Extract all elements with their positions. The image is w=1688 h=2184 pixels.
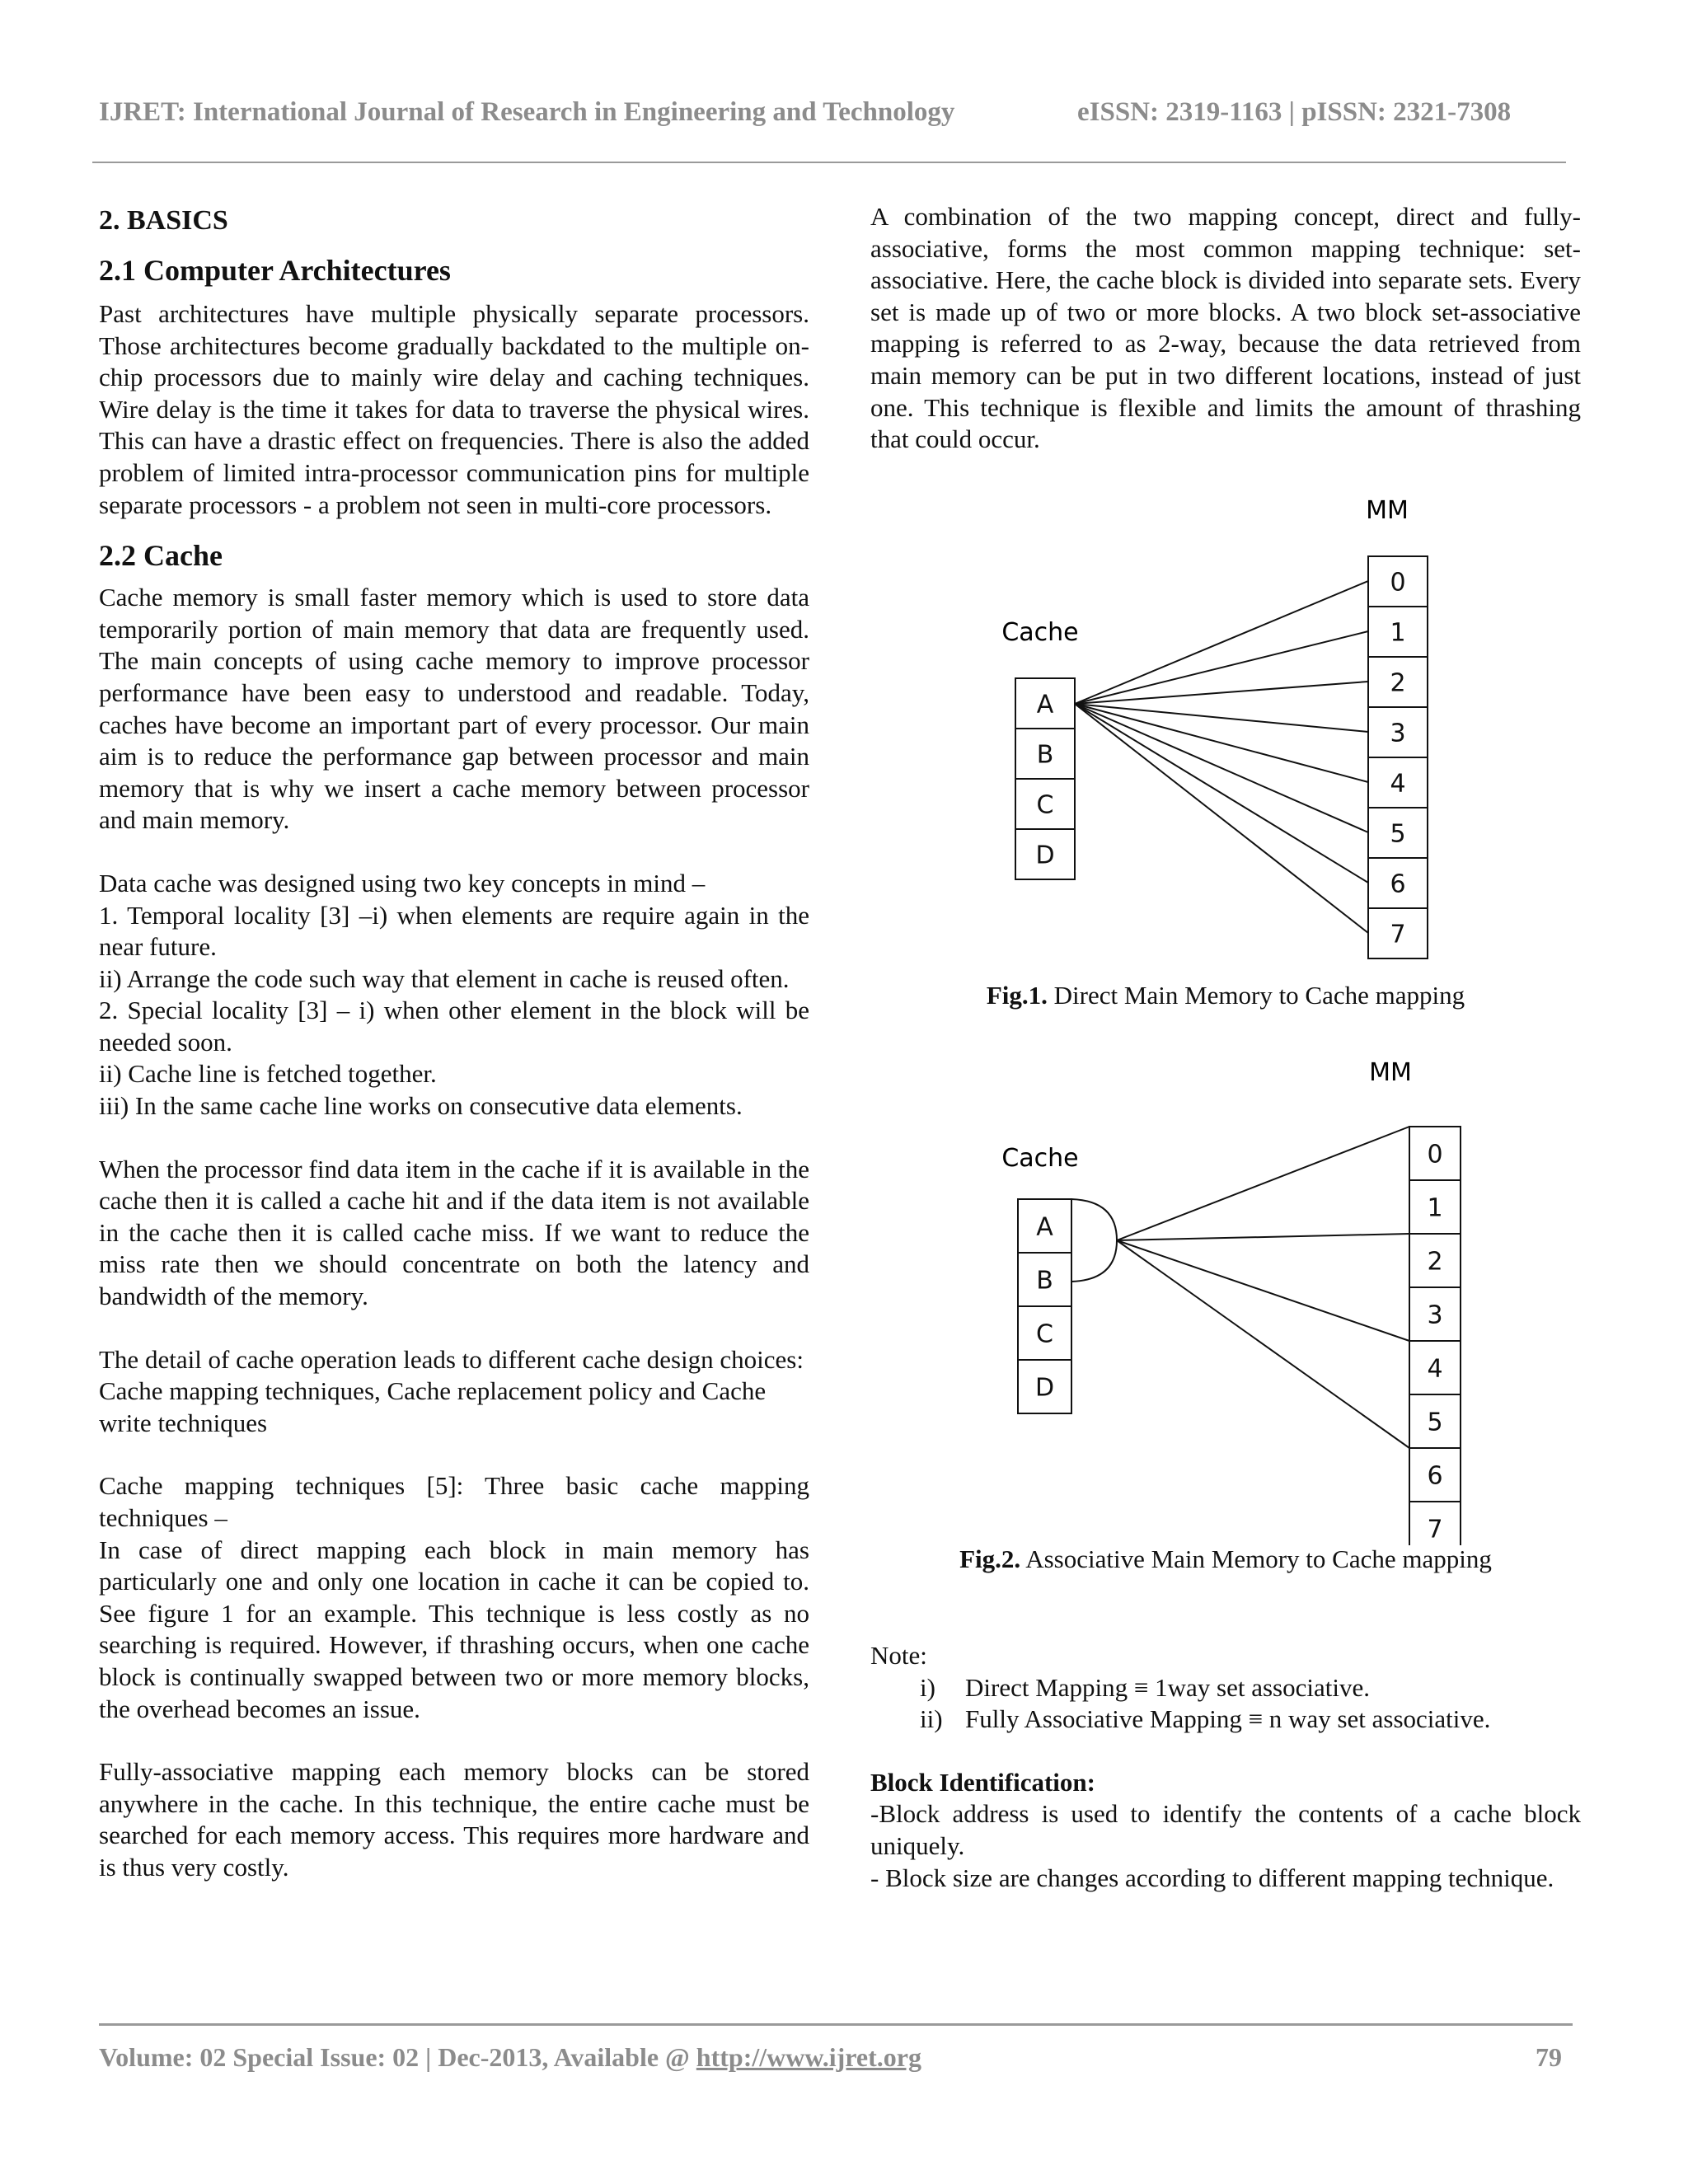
fig1-cache-column <box>1015 678 1075 879</box>
fig2-cache-block-A <box>1018 1199 1071 1253</box>
fig1-mm-block-3 <box>1368 707 1428 757</box>
fig2-line-to-6 <box>1117 1240 1409 1448</box>
paragraph-special-locality-iii: iii) In the same cache line works on consecutive data elements. <box>99 1091 743 1121</box>
fig2-line-to-0 <box>1117 1127 1409 1240</box>
paragraph-architectures: Past architectures have multiple physically separate processors. Those architectures become gradually backdated to the multiple on-chip processors due to mainly wire delay and caching techniques. Wire delay is the time it takes for data to traverse the physical wires. This can have a drastic effect on frequencies. There is also the added problem of limited intra-processor communication pins for multiple separate processors - a problem not seen in multi-core processors. <box>99 299 809 519</box>
notes-block <box>870 1640 1581 1894</box>
fig2-mm-block-0 <box>1409 1127 1461 1180</box>
svg-text:4: 4 <box>1427 1354 1443 1384</box>
note-label: Note: <box>870 1641 927 1670</box>
fig1-cache-block-A <box>1015 678 1075 729</box>
fig2-mm-label: MM <box>1369 1058 1412 1087</box>
fig1-line-to-6 <box>1075 704 1368 883</box>
fig1-mm-block-2 <box>1368 657 1428 707</box>
svg-text:C: C <box>1036 1319 1053 1349</box>
paragraph-cache: Cache memory is small faster memory which is used to store data temporarily portion of main memory that data are frequently used. The main concepts of using cache memory to improve processor performance have been easy to understood and readable. Today, caches have become an important part of every processor. Our main aim is to reduce the performance gap between processor and main memory that is why we insert a cache memory between processor and main memory. <box>99 583 809 835</box>
svg-text:7: 7 <box>1390 920 1406 949</box>
header-rule <box>92 162 1566 163</box>
fig1-mm-block-1 <box>1368 607 1428 657</box>
footer-link[interactable]: http://www.ijret.org <box>696 2042 921 2072</box>
fig1-cache-label: Cache <box>1001 618 1079 647</box>
fig1-cache-block-C <box>1015 779 1075 829</box>
svg-text:1: 1 <box>1390 618 1406 648</box>
footer-volume: Volume: 02 Special Issue: 02 | Dec-2013, Available @ <box>99 2042 696 2072</box>
svg-text:0: 0 <box>1427 1140 1443 1169</box>
svg-text:3: 3 <box>1390 719 1406 748</box>
fig1-cache-block-B <box>1015 729 1075 779</box>
fig2-mm-block-6 <box>1409 1448 1461 1502</box>
fig2-mm-block-1 <box>1409 1180 1461 1234</box>
paragraph-cache-hit: When the processor find data item in the cache if it is available in the cache then it is called a cache hit and if the data item is not available in the cache then it is called cache miss. If we want to reduce the miss rate then we should concentrate on both the latency and bandwidth of the memory. <box>99 1154 809 1311</box>
paragraph-set-associative: A combination of the two mapping concept, direct and fully-associative, forms the most common mapping technique: set-associative. Here, the cache block is divided into separate sets. Every set is made up of two or more blocks. A two block set-associative mapping is referred to as 2-way, because the data retrieved from main memory can be put in two different locations, instead of just one. This technique is flexible and limits the amount of thrashing that could occur. <box>870 202 1581 454</box>
fig1-mm-block-4 <box>1368 757 1428 808</box>
fig1-mm-label: MM <box>1366 496 1409 525</box>
right-column <box>870 201 1581 456</box>
svg-text:A: A <box>1036 690 1054 719</box>
svg-text:2: 2 <box>1427 1247 1443 1277</box>
figure-2-diagram <box>973 1051 1467 1545</box>
fig1-mm-block-7 <box>1368 908 1428 958</box>
left-column <box>99 204 809 1884</box>
fig2-mm-column <box>1409 1127 1461 1545</box>
page-number: 79 <box>1536 2042 1562 2072</box>
paragraph-temporal-locality: 1. Temporal locality [3] –i) when elements are require again in the near future. <box>99 900 809 962</box>
fig2-caption-text: Associative Main Memory to Cache mapping <box>1020 1544 1492 1573</box>
fig1-mm-block-6 <box>1368 858 1428 908</box>
fig2-cache-label: Cache <box>1001 1144 1079 1173</box>
svg-text:5: 5 <box>1427 1408 1443 1437</box>
fig2-set-bracket <box>1071 1199 1117 1282</box>
svg-text:D: D <box>1035 841 1055 870</box>
section-heading-basics: 2. BASICS <box>99 205 228 236</box>
footer-rule <box>99 2023 1573 2026</box>
block-identification-1: -Block address is used to identify the contents of a cache block uniquely. <box>870 1799 1581 1860</box>
fig1-mm-block-5 <box>1368 808 1428 858</box>
fig1-caption-label: Fig.1. <box>986 981 1048 1010</box>
svg-text:1: 1 <box>1427 1193 1443 1223</box>
svg-text:D: D <box>1034 1373 1055 1403</box>
svg-text:C: C <box>1036 790 1054 820</box>
svg-text:7: 7 <box>1427 1515 1443 1544</box>
paragraph-mapping-intro: Cache mapping techniques [5]: Three basic cache mapping techniques – <box>99 1471 809 1532</box>
fig1-line-to-5 <box>1075 704 1368 832</box>
paragraph-direct-mapping: In case of direct mapping each block in main memory has particularly one and only one location in cache it can be copied to. See figure 1 for an example. This technique is less costly as no searching is required. However, if thrashing occurs, when one cache block is continually swapped between two or more memory blocks, the overhead becomes an issue. <box>99 1535 809 1723</box>
paragraph-data-cache-intro: Data cache was designed using two key concepts in mind – <box>99 868 706 898</box>
fig2-caption-label: Fig.2. <box>959 1544 1021 1573</box>
fig2-mm-block-4 <box>1409 1341 1461 1394</box>
fig2-mm-block-7 <box>1409 1502 1461 1545</box>
figure-2 <box>973 1051 1467 1545</box>
paragraph-special-locality-ii: ii) Cache line is fetched together. <box>99 1059 437 1089</box>
svg-text:B: B <box>1036 1266 1053 1296</box>
fig1-mm-block-0 <box>1368 556 1428 607</box>
fig2-line-to-4 <box>1117 1240 1409 1341</box>
issn: eISSN: 2319-1163 | pISSN: 2321-7308 <box>1077 97 1512 127</box>
figure-1 <box>973 490 1467 985</box>
fig2-cache-block-B <box>1018 1253 1071 1306</box>
fig1-mm-column <box>1368 556 1428 958</box>
note-item-1: i) Direct Mapping ≡ 1way set associative. <box>920 1672 1370 1702</box>
paragraph-cache-design: The detail of cache operation leads to different cache design choices: Cache mapping techniques, Cache replacement policy and Cache write techniques <box>99 1344 804 1437</box>
figure-1-diagram <box>973 490 1467 985</box>
svg-text:B: B <box>1036 740 1054 770</box>
svg-text:5: 5 <box>1390 819 1406 849</box>
fig1-line-to-7 <box>1075 704 1368 933</box>
fig2-mm-block-3 <box>1409 1287 1461 1341</box>
fig1-line-to-3 <box>1075 704 1368 732</box>
fig1-mapping-lines <box>1075 581 1368 933</box>
journal-title: IJRET: International Journal of Research in Engineering and Technology <box>99 97 955 127</box>
paragraph-special-locality: 2. Special locality [3] – i) when other element in the block will be needed soon. <box>99 996 809 1057</box>
paragraph-temporal-locality-ii: ii) Arrange the code such way that element in cache is reused often. <box>99 963 790 993</box>
fig2-mapping-lines <box>1117 1127 1409 1448</box>
block-identification-2: - Block size are changes according to different mapping technique. <box>870 1863 1554 1892</box>
fig2-mm-block-5 <box>1409 1394 1461 1448</box>
fig2-cache-block-C <box>1018 1306 1071 1360</box>
fig1-cache-block-D <box>1015 829 1075 879</box>
block-identification-title: Block Identification: <box>870 1767 1095 1797</box>
svg-text:0: 0 <box>1390 568 1406 598</box>
svg-text:A: A <box>1036 1212 1053 1242</box>
fig2-mm-block-2 <box>1409 1234 1461 1287</box>
running-footer <box>99 2042 1562 2073</box>
subsection-heading-cache: 2.2 Cache <box>99 539 223 573</box>
svg-text:4: 4 <box>1390 769 1406 799</box>
svg-text:6: 6 <box>1390 869 1406 899</box>
svg-text:2: 2 <box>1390 668 1406 698</box>
fig2-cache-block-D <box>1018 1360 1071 1413</box>
figure-1-caption <box>870 981 1581 1010</box>
svg-text:3: 3 <box>1427 1301 1443 1330</box>
fig2-cache-column <box>1018 1199 1071 1413</box>
fig2-line-to-2 <box>1117 1234 1409 1240</box>
note-item-2: ii) Fully Associative Mapping ≡ n way set associative. <box>920 1704 1491 1734</box>
subsection-heading-architectures: 2.1 Computer Architectures <box>99 254 451 287</box>
paragraph-fully-associative: Fully-associative mapping each memory blocks can be stored anywhere in the cache. In this technique, the entire cache must be searched for each memory access. This requires more hardware and is thus very costly. <box>99 1757 809 1882</box>
svg-text:6: 6 <box>1427 1461 1443 1491</box>
figure-2-caption <box>870 1544 1581 1574</box>
fig1-line-to-4 <box>1075 704 1368 782</box>
fig1-caption-text: Direct Main Memory to Cache mapping <box>1047 981 1465 1010</box>
